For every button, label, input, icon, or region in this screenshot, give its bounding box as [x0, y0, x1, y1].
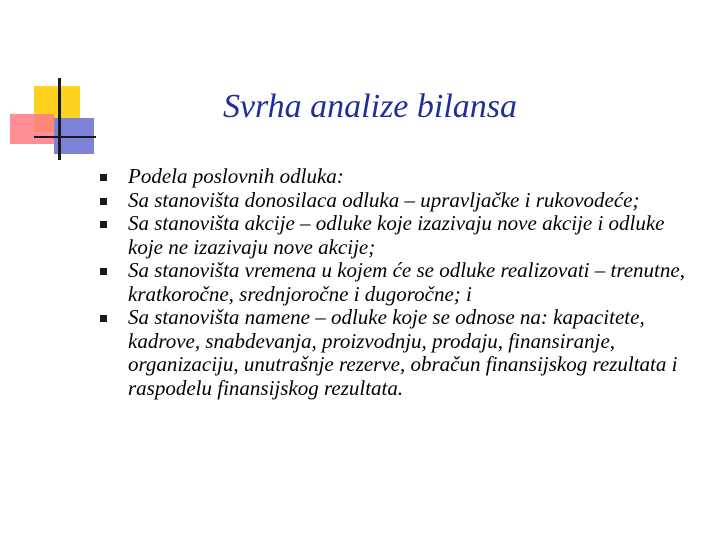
logo-vertical-line	[58, 78, 61, 160]
bullet-item	[100, 165, 690, 189]
square-bullet-icon	[100, 268, 107, 275]
bullet-text: Sa stanovišta vremena u kojem će se odluke realizovati – trenutne, kratkoročne, srednjoročne i dugoročne; i	[128, 258, 685, 306]
bullet-item	[100, 259, 690, 306]
square-bullet-icon	[100, 221, 107, 228]
bullet-item	[100, 306, 690, 400]
bullet-text: Sa stanovišta akcije – odluke koje izazivaju nove akcije i odluke koje ne izazivaju nove akcije;	[128, 211, 665, 259]
slide-title: Svrha analize bilansa	[222, 88, 518, 125]
bullet-text: Podela poslovnih odluka:	[128, 164, 344, 188]
bullet-item	[100, 189, 690, 213]
square-bullet-icon	[100, 198, 107, 205]
bullet-list	[100, 165, 690, 400]
bullet-text: Sa stanovišta donosilaca odluka – upravljačke i rukovodeće;	[128, 187, 640, 212]
bullet-item	[100, 212, 690, 259]
logo-horizontal-line	[34, 136, 96, 138]
bullet-text: Sa stanovišta namene – odluke koje se odnose na: kapacitete, kadrove, snabdevanja, proizvodnju, prodaju, finansiranje, organizaciju, unutrašnje rezerve, obračun finansijskog rezultata i raspodelu finansijskog rezultata.	[128, 305, 678, 400]
logo-red-square	[10, 114, 54, 144]
square-bullet-icon	[100, 174, 107, 181]
square-bullet-icon	[100, 315, 107, 322]
